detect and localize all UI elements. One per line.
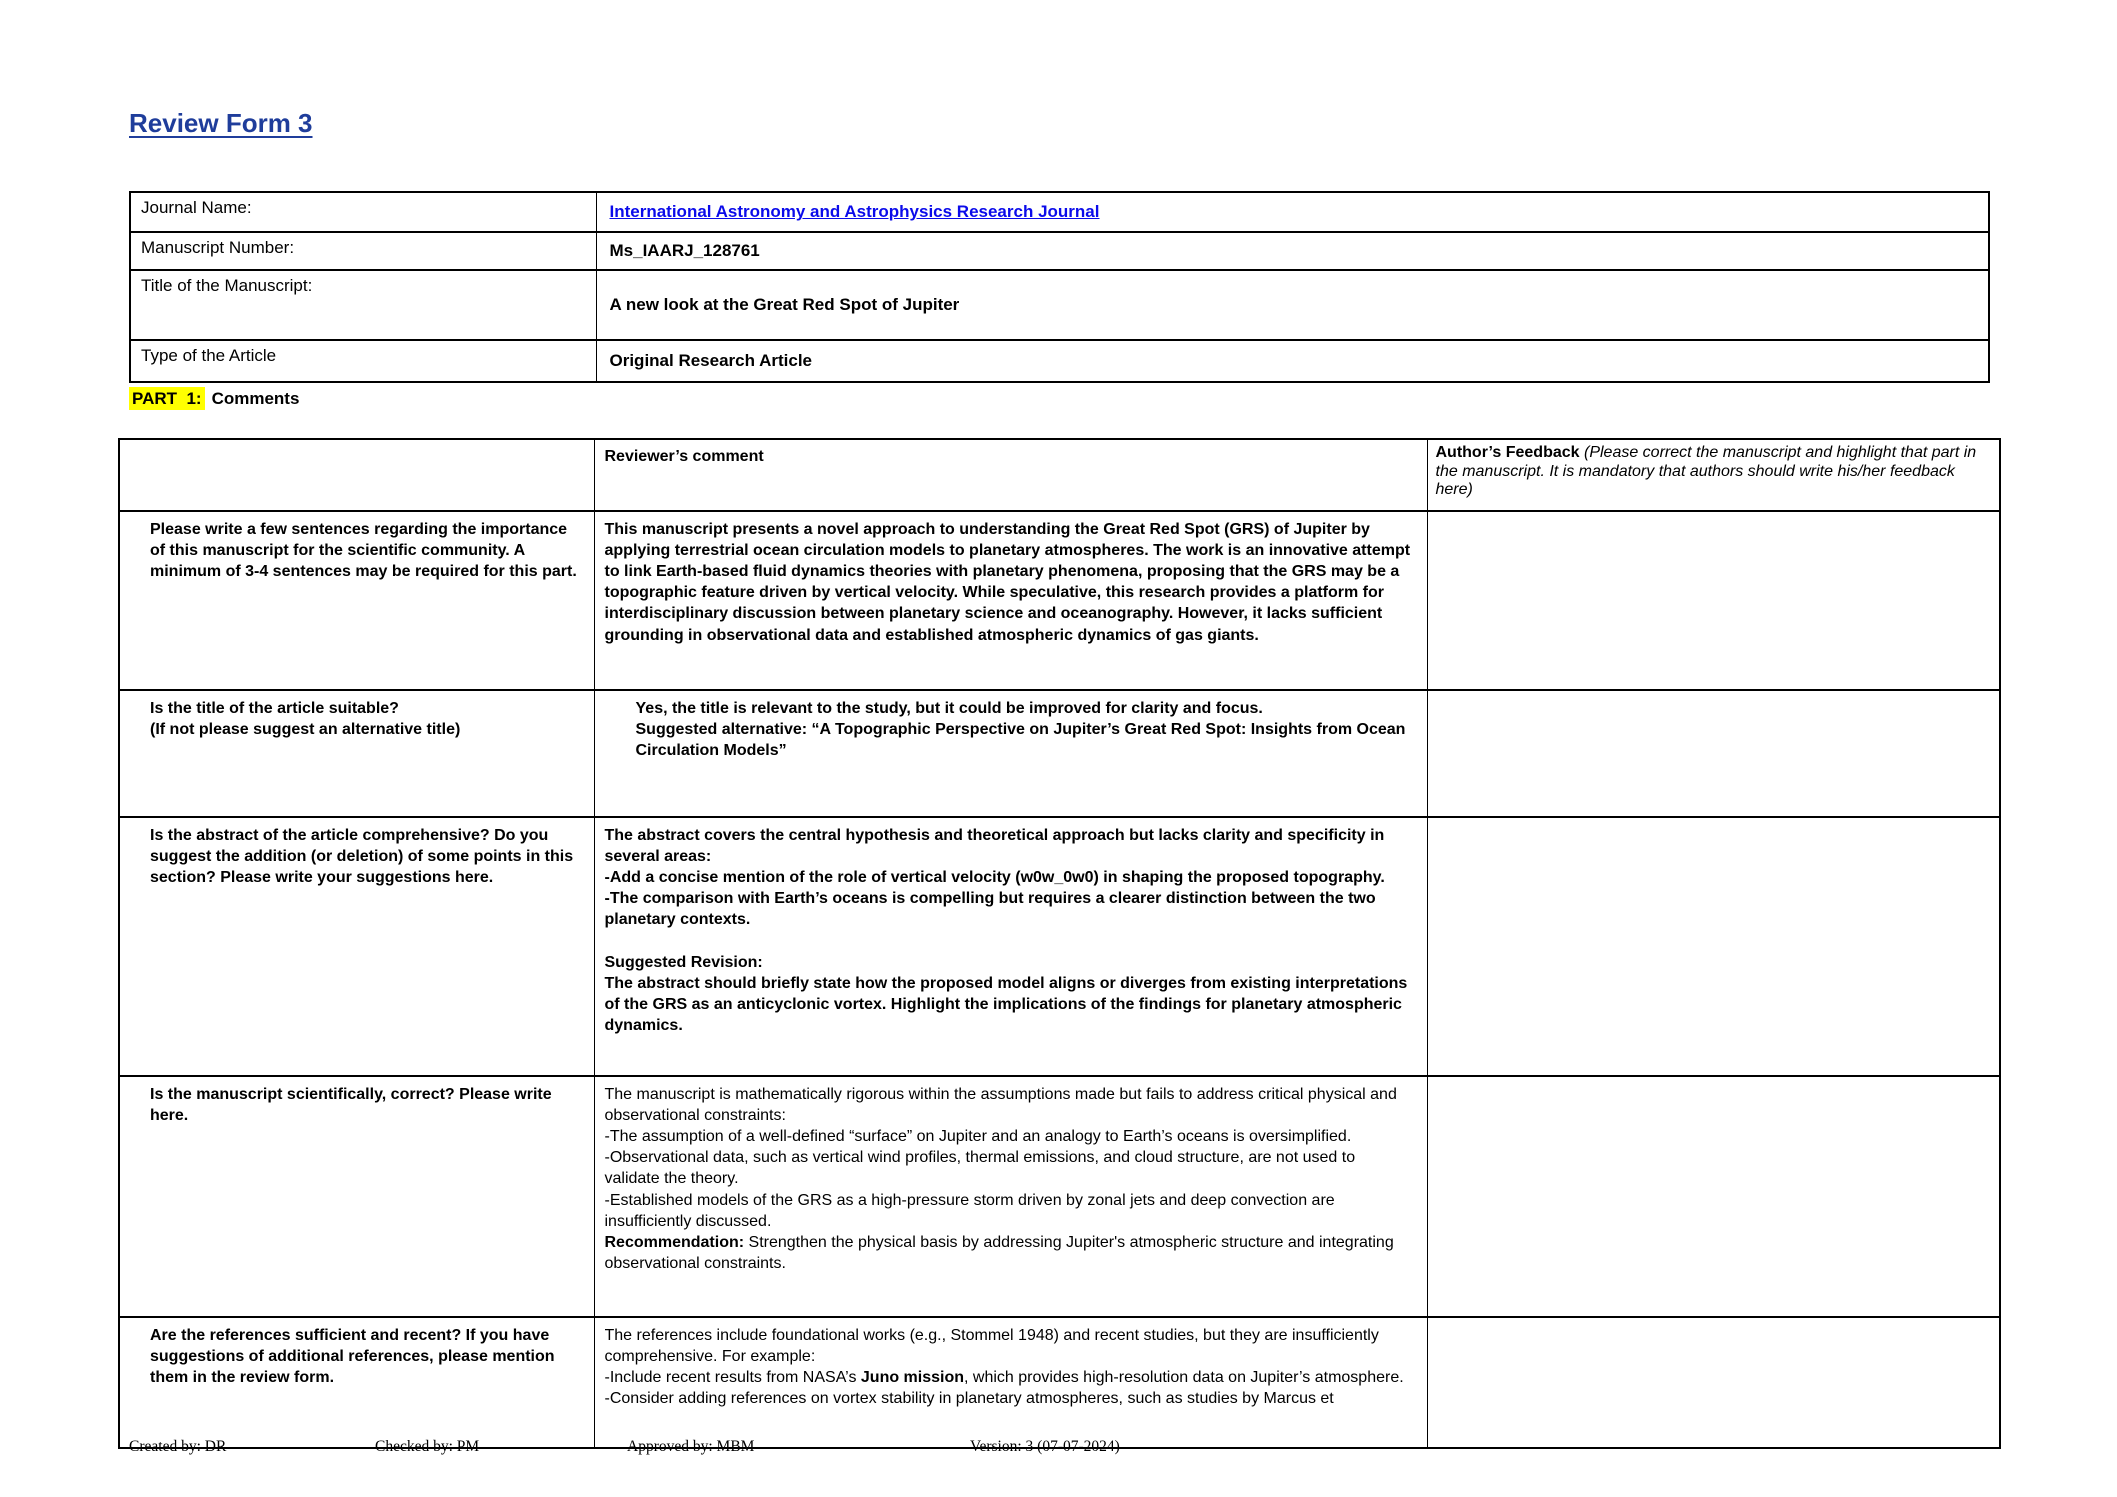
meta-value: A new look at the Great Red Spot of Jupiter xyxy=(596,270,1989,340)
reviewer-comment-cell: The abstract covers the central hypothesis and theoretical approach but lacks clarity and specificity in several areas: -Add a concise mention of the role of vertical velocity (w0w_0w0) in shaping the proposed topography. -The comparison with Earth’s oceans is compelling but requires a clearer distinction between the two planetary contexts. Suggested Revision: The abstract should briefly state how the proposed model aligns or diverges from existing interpretations of the GRS as an anticyclonic vortex. Highlight the implications of the findings for planetary atmospheric dynamics. xyxy=(594,817,1427,1076)
journal-name-link[interactable]: International Astronomy and Astrophysics Research Journal xyxy=(609,202,1100,222)
footer-approved-by: Approved by: MBM xyxy=(627,1438,755,1455)
comment-row xyxy=(119,511,2000,690)
part1-heading xyxy=(129,389,299,409)
question-cell: Is the manuscript scientifically, correct? Please write here. xyxy=(119,1076,594,1317)
meta-value: Ms_IAARJ_128761 xyxy=(596,232,1989,270)
comments-rows xyxy=(119,511,2000,1448)
reviewer-comment-cell: Yes, the title is relevant to the study, but it could be improved for clarity and focus. Suggested alternative: “A Topographic Perspective on Jupiter’s Great Red Spot: Insights from Ocean Circulation Models” xyxy=(594,690,1427,817)
manuscript-meta-table xyxy=(129,191,1990,383)
footer-checked-by: Checked by: PM xyxy=(375,1438,480,1455)
header-reviewer-comment: Reviewer’s comment xyxy=(594,439,1427,511)
meta-value xyxy=(596,192,1989,232)
meta-label: Title of the Manuscript: xyxy=(130,270,596,340)
footer-created-by: Created by: DR xyxy=(129,1438,227,1455)
meta-rows xyxy=(130,192,1989,382)
meta-row xyxy=(130,232,1989,270)
footer-version: Version: 3 (07-07-2024) xyxy=(970,1438,1120,1455)
part1-badge: PART 1: xyxy=(129,387,205,410)
comments-header-row xyxy=(119,439,2000,511)
author-feedback-cell[interactable] xyxy=(1427,817,2000,1076)
meta-label: Type of the Article xyxy=(130,340,596,382)
question-cell: Are the references sufficient and recent? If you have suggestions of additional references, please mention them in the review form. xyxy=(119,1317,594,1448)
meta-value: Original Research Article xyxy=(596,340,1989,382)
comment-row xyxy=(119,690,2000,817)
author-feedback-cell[interactable] xyxy=(1427,690,2000,817)
meta-label: Journal Name: xyxy=(130,192,596,232)
author-feedback-cell[interactable] xyxy=(1427,1317,2000,1448)
reviewer-comment-cell: The references include foundational works (e.g., Stommel 1948) and recent studies, but they are insufficiently comprehensive. For example: -Include recent results from NASA’s Juno mission, which provides high-resolution data on Jupiter’s atmosphere. -Consider adding references on vortex stability in planetary atmospheres, such as studies by Marcus et xyxy=(594,1317,1427,1448)
header-author-feedback xyxy=(1427,439,2000,511)
author-feedback-title: Author’s Feedback xyxy=(1435,444,1584,461)
meta-row xyxy=(130,270,1989,340)
author-feedback-note: (Please correct the manuscript and highlight that part in the manuscript. It is mandatory that authors should write his/her feedback here) xyxy=(1435,444,1977,499)
meta-row xyxy=(130,340,1989,382)
part1-label: Comments xyxy=(211,389,300,408)
question-cell: Is the abstract of the article comprehensive? Do you suggest the addition (or deletion) of some points in this section? Please write your suggestions here. xyxy=(119,817,594,1076)
reviewer-comment-cell: This manuscript presents a novel approach to understanding the Great Red Spot (GRS) of Jupiter by applying terrestrial ocean circulation models to planetary atmospheres. The work is an innovative attempt to link Earth-based fluid dynamics theories with planetary phenomena, proposing that the GRS may be a topographic feature driven by vertical velocity. While speculative, this research provides a platform for interdisciplinary discussion between planetary science and oceanography. However, it lacks sufficient grounding in observational data and established atmospheric dynamics of gas giants. xyxy=(594,511,1427,690)
page-title: Review Form 3 xyxy=(129,108,313,138)
question-cell: Please write a few sentences regarding the importance of this manuscript for the scientific community. A minimum of 3-4 sentences may be required for this part. xyxy=(119,511,594,690)
comments-table xyxy=(118,438,2001,1449)
comment-row xyxy=(119,817,2000,1076)
reviewer-comment-cell: The manuscript is mathematically rigorous within the assumptions made but fails to address critical physical and observational constraints: -The assumption of a well-defined “surface” on Jupiter and an analogy to Earth’s oceans is oversimplified. -Observational data, such as vertical wind profiles, thermal emissions, and cloud structure, are not used to validate the theory. -Established models of the GRS as a high-pressure storm driven by zonal jets and deep convection are insufficiently discussed. Recommendation: Strengthen the physical basis by addressing Jupiter's atmospheric structure and integrating observational constraints. xyxy=(594,1076,1427,1317)
meta-label: Manuscript Number: xyxy=(130,232,596,270)
comment-row xyxy=(119,1076,2000,1317)
meta-row xyxy=(130,192,1989,232)
comment-row xyxy=(119,1317,2000,1448)
header-question-cell xyxy=(119,439,594,511)
question-cell: Is the title of the article suitable? (If not please suggest an alternative title) xyxy=(119,690,594,817)
author-feedback-cell[interactable] xyxy=(1427,1076,2000,1317)
author-feedback-cell[interactable] xyxy=(1427,511,2000,690)
